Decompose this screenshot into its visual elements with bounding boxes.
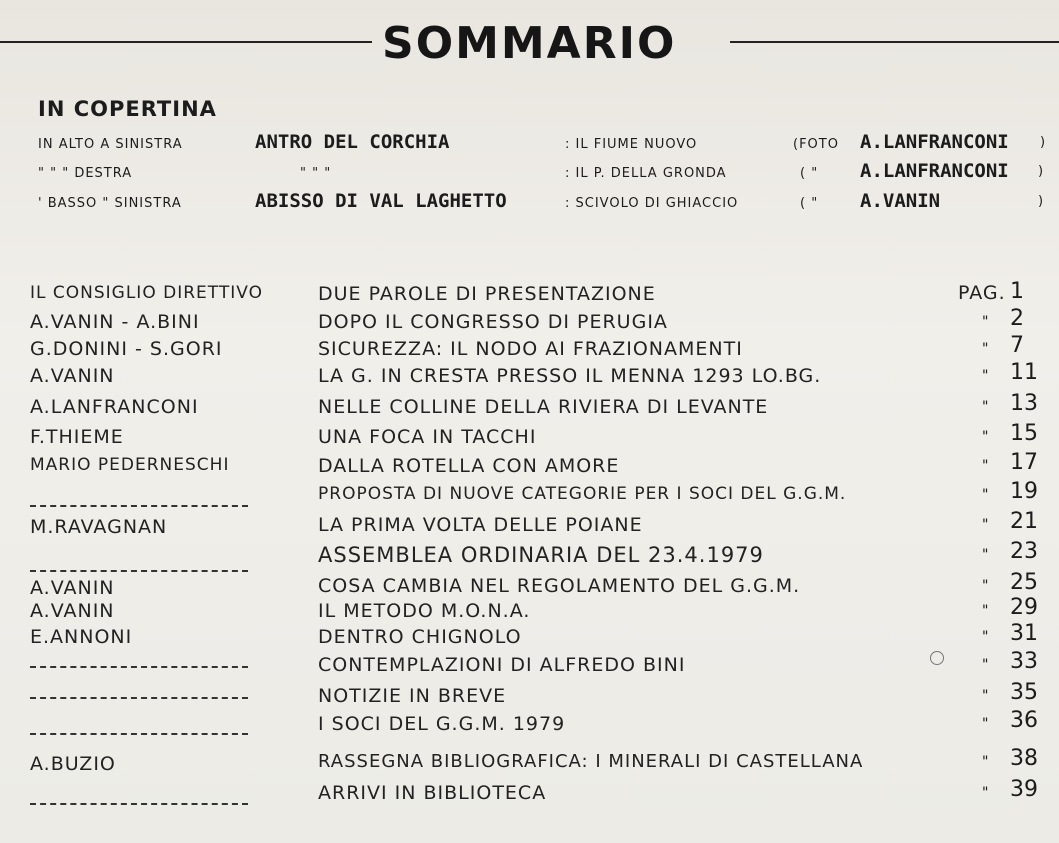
toc-ditto: "	[982, 399, 989, 415]
no-author-dashes	[30, 803, 248, 805]
no-author-dashes	[30, 733, 248, 735]
toc-ditto: "	[982, 487, 989, 503]
toc-title: DALLA ROTELLA CON AMORE	[318, 455, 620, 477]
toc-author: A.VANIN	[30, 600, 115, 622]
toc-ditto: "	[982, 754, 989, 770]
toc-author: A.VANIN - A.BINI	[30, 311, 200, 333]
cover-subject: : IL P. DELLA GRONDA	[565, 166, 727, 181]
no-author-dashes	[30, 505, 248, 507]
toc-title: ASSEMBLEA ORDINARIA DEL 23.4.1979	[318, 543, 764, 567]
cover-heading: IN COPERTINA	[38, 97, 217, 121]
toc-title: ARRIVI IN BIBLIOTECA	[318, 782, 547, 804]
toc-title: NOTIZIE IN BREVE	[318, 685, 507, 707]
toc-page: 11	[1010, 360, 1038, 385]
no-author-dashes	[30, 697, 248, 699]
cover-credit: A.LANFRANCONI	[860, 160, 1009, 182]
toc-page: 7	[1010, 333, 1024, 358]
toc-author: IL CONSIGLIO DIRETTIVO	[30, 283, 263, 303]
toc-author: A.VANIN	[30, 577, 115, 599]
toc-ditto: "	[982, 688, 989, 704]
cover-subject: : SCIVOLO DI GHIACCIO	[565, 196, 739, 211]
toc-page: 36	[1010, 708, 1038, 733]
toc-ditto: "	[982, 785, 989, 801]
cover-credit: A.LANFRANCONI	[860, 131, 1009, 153]
toc-page: 33	[1010, 649, 1038, 674]
cover-credit-label: (FOTO	[793, 137, 839, 152]
toc-title: DUE PAROLE DI PRESENTAZIONE	[318, 283, 656, 305]
cover-subject: : IL FIUME NUOVO	[565, 137, 698, 152]
toc-author: MARIO PEDERNESCHI	[30, 455, 230, 475]
cover-close: )	[1038, 194, 1045, 209]
toc-ditto: "	[982, 368, 989, 384]
title-rule-left	[0, 41, 372, 43]
toc-ditto: "	[982, 657, 989, 673]
cover-position: IN ALTO A SINISTRA	[38, 137, 183, 152]
title-rule-right	[730, 41, 1059, 43]
page-title: SOMMARIO	[382, 18, 677, 69]
cover-place: ABISSO DI VAL LAGHETTO	[255, 190, 507, 212]
cover-place: ANTRO DEL CORCHIA	[255, 131, 450, 153]
cover-credit-label: ( "	[800, 166, 819, 181]
toc-title: COSA CAMBIA NEL REGOLAMENTO DEL G.G.M.	[318, 575, 801, 597]
toc-ditto: "	[982, 314, 989, 330]
toc-page: 21	[1010, 509, 1038, 534]
toc-ditto: "	[982, 629, 989, 645]
toc-title: LA G. IN CRESTA PRESSO IL MENNA 1293 LO.BG.	[318, 365, 822, 387]
toc-title: PROPOSTA DI NUOVE CATEGORIE PER I SOCI DEL G.G.M.	[318, 484, 847, 504]
toc-page: 17	[1010, 450, 1038, 475]
toc-ditto: "	[982, 547, 989, 563]
toc-author: A.VANIN	[30, 365, 115, 387]
toc-page: 23	[1010, 539, 1038, 564]
toc-page: 31	[1010, 621, 1038, 646]
toc-title: DENTRO CHIGNOLO	[318, 626, 522, 648]
toc-author: G.DONINI - S.GORI	[30, 338, 223, 360]
toc-page: 15	[1010, 421, 1038, 446]
toc-page: 38	[1010, 746, 1038, 771]
toc-title: LA PRIMA VOLTA DELLE POIANE	[318, 514, 643, 536]
toc-title: DOPO IL CONGRESSO DI PERUGIA	[318, 311, 668, 333]
toc-title: IL METODO M.O.N.A.	[318, 600, 531, 622]
toc-title: I SOCI DEL G.G.M. 1979	[318, 713, 566, 735]
toc-author: M.RAVAGNAN	[30, 516, 168, 538]
toc-page: 25	[1010, 570, 1038, 595]
toc-author: A.LANFRANCONI	[30, 396, 199, 418]
toc-author: E.ANNONI	[30, 626, 133, 648]
toc-ditto: "	[982, 578, 989, 594]
toc-page: 39	[1010, 777, 1038, 802]
toc-ditto: "	[982, 341, 989, 357]
page-column-label: PAG.	[958, 282, 1006, 304]
toc-ditto: "	[982, 716, 989, 732]
toc-page: 35	[1010, 680, 1038, 705]
toc-ditto: "	[982, 517, 989, 533]
toc-ditto: "	[982, 458, 989, 474]
cover-credit: A.VANIN	[860, 190, 941, 212]
cover-place: " " "	[300, 166, 332, 181]
page-mark	[930, 651, 944, 665]
toc-ditto: "	[982, 429, 989, 445]
cover-position: " " " DESTRA	[38, 166, 133, 181]
toc-page: 13	[1010, 391, 1038, 416]
toc-ditto: "	[982, 603, 989, 619]
toc-title: RASSEGNA BIBLIOGRAFICA: I MINERALI DI CASTELLANA	[318, 751, 864, 772]
toc-page: 1	[1010, 279, 1024, 304]
toc-title: SICUREZZA: IL NODO AI FRAZIONAMENTI	[318, 338, 743, 360]
no-author-dashes	[30, 570, 248, 572]
toc-page: 29	[1010, 595, 1038, 620]
toc-title: UNA FOCA IN TACCHI	[318, 426, 537, 448]
toc-author: F.THIEME	[30, 426, 124, 448]
toc-page: 2	[1010, 306, 1024, 331]
toc-title: NELLE COLLINE DELLA RIVIERA DI LEVANTE	[318, 396, 769, 418]
cover-close: )	[1040, 135, 1047, 150]
cover-credit-label: ( "	[800, 196, 819, 211]
toc-title: CONTEMPLAZIONI DI ALFREDO BINI	[318, 654, 686, 676]
toc-author: A.BUZIO	[30, 753, 116, 775]
toc-page: 19	[1010, 479, 1038, 504]
cover-position: ' BASSO " SINISTRA	[38, 196, 182, 211]
cover-close: )	[1038, 164, 1045, 179]
no-author-dashes	[30, 666, 248, 668]
